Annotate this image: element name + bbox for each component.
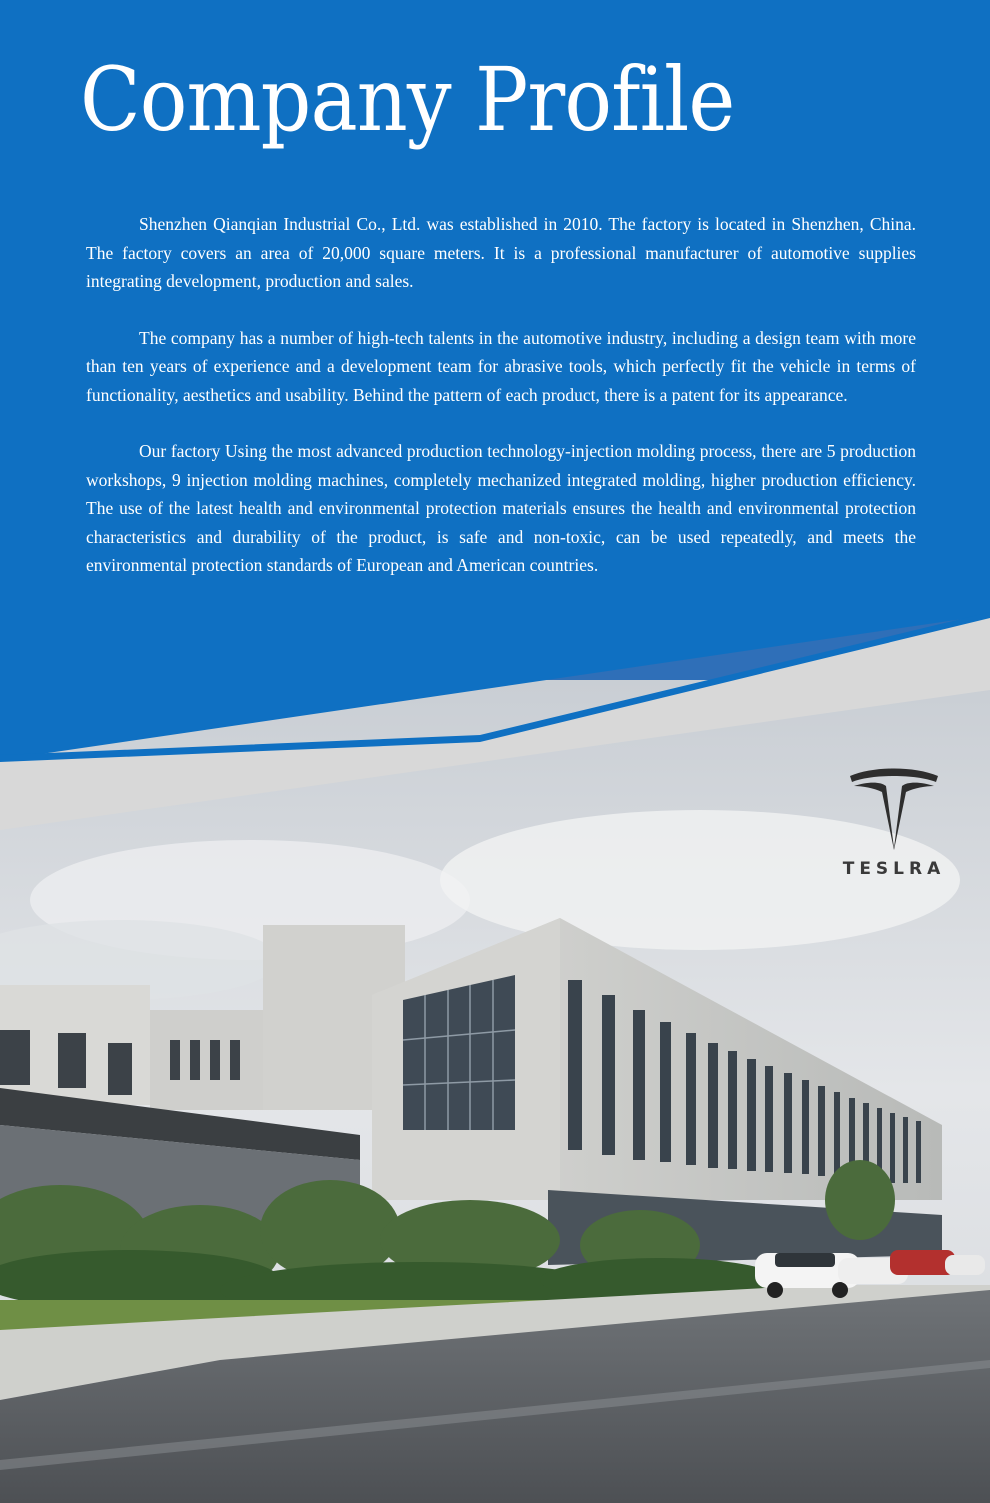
- brand-logo: [834, 764, 954, 879]
- paragraph-factory: Our factory Using the most advanced production technology-injection molding process, there are 5 production workshops, 9 injection molding machines, completely mechanized integrated molding, higher production efficiency. The use of the latest health and environmental protection materials ensures the health and environmental protection characteristics and durability of the product, is safe and non-toxic, can be used repeatedly, and meets the environmental protection standards of European and American countries.: [86, 441, 916, 575]
- page-title: Company Profile: [80, 48, 735, 151]
- paragraph-establishment: Shenzhen Qianqian Industrial Co., Ltd. was established in 2010. The factory is located in Shenzhen, China. The factory covers an area of 20,000 square meters. It is a professional manufacturer of automotive supplies integrating development, production and sales.: [86, 214, 916, 291]
- brand-wordmark: TESLRA: [842, 859, 946, 879]
- profile-text: [86, 210, 916, 608]
- tesla-t-icon: [846, 764, 942, 850]
- paragraph-talents: The company has a number of high-tech talents in the automotive industry, including a design team with more than ten years of experience and a development team for abrasive tools, which perfectly fit the vehicle in terms of functionality, aesthetics and usability. Behind the pattern of each product, there is a patent for its appearance.: [86, 327, 916, 405]
